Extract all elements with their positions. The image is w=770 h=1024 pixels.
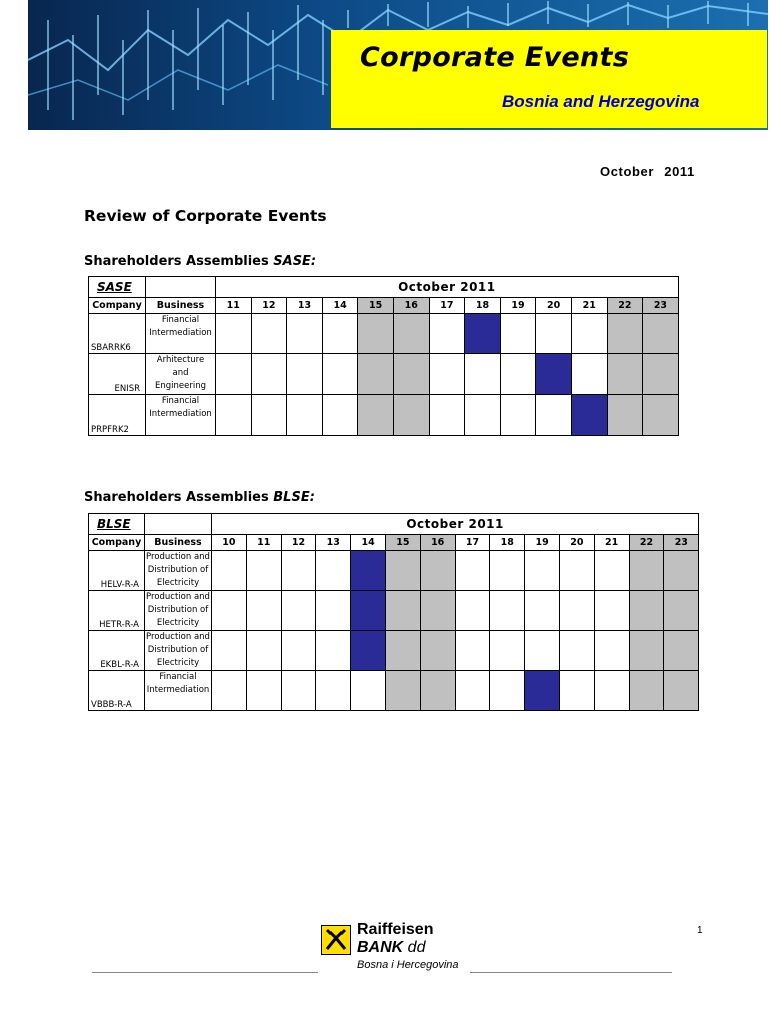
- blse-day-cell: [490, 671, 525, 711]
- sase-day-cell: [536, 395, 572, 436]
- sase-day-22: 22: [607, 298, 643, 314]
- blse-event-marker: [525, 671, 560, 711]
- page-title: Corporate Events: [360, 42, 630, 73]
- sase-day-cell: [571, 314, 607, 354]
- sase-heading: [84, 254, 316, 269]
- blse-day-cell: [420, 591, 455, 631]
- blse-row: [89, 631, 699, 671]
- blse-day-16: 16: [420, 535, 455, 551]
- blse-exchange-label: BLSE: [89, 514, 145, 535]
- blse-day-cell: [559, 631, 594, 671]
- logo-name: Raiffeisen: [357, 921, 434, 938]
- blse-row: [89, 591, 699, 631]
- sase-day-cell: [358, 354, 394, 395]
- logo-country: Bosna i Hercegovina: [357, 959, 459, 971]
- sase-day-cell: [287, 314, 323, 354]
- blse-day-cell: [629, 671, 664, 711]
- sase-day-19: 19: [500, 298, 536, 314]
- blse-day-cell: [351, 671, 386, 711]
- blse-day-cell: [246, 671, 281, 711]
- blse-day-cell: [594, 591, 629, 631]
- blse-day-cell: [316, 551, 351, 591]
- blse-business-line: Electricity: [156, 658, 200, 668]
- blse-day-22: 22: [629, 535, 664, 551]
- sase-day-23: 23: [643, 298, 679, 314]
- blse-day-12: 12: [281, 535, 316, 551]
- report-date: October 2011: [600, 164, 695, 179]
- blse-header-row: [89, 535, 699, 551]
- blse-heading: [84, 490, 315, 505]
- sase-day-cell: [643, 314, 679, 354]
- blse-day-cell: [212, 631, 247, 671]
- blse-business-cell: [145, 591, 212, 631]
- sase-day-cell: [216, 395, 252, 436]
- blse-month-label: October 2011: [212, 514, 699, 535]
- blse-day-cell: [316, 631, 351, 671]
- blse-day-cell: [212, 591, 247, 631]
- blse-day-cell: [455, 551, 490, 591]
- blse-day-cell: [281, 631, 316, 671]
- sase-day-21: 21: [571, 298, 607, 314]
- blse-day-cell: [525, 631, 560, 671]
- blse-day-cell: [525, 551, 560, 591]
- sase-event-marker: [465, 314, 501, 354]
- sase-month-label: October 2011: [216, 277, 679, 298]
- sase-day-cell: [500, 314, 536, 354]
- blse-business-line: Distribution of: [147, 605, 209, 615]
- blse-day-cell: [212, 671, 247, 711]
- blse-day-cell: [559, 591, 594, 631]
- sase-row: [89, 395, 679, 436]
- blse-business-cell: [145, 551, 212, 591]
- logo-dd: dd: [407, 939, 426, 956]
- logo-bank: [357, 939, 425, 957]
- sase-heading-exchange: SASE:: [273, 254, 317, 269]
- sase-business-line: Engineering: [155, 381, 206, 391]
- sase-day-cell: [500, 354, 536, 395]
- sase-day-cell: [607, 314, 643, 354]
- sase-business-cell: [146, 314, 216, 354]
- blse-company-cell: HELV-R-A: [89, 551, 145, 591]
- blse-day-18: 18: [490, 535, 525, 551]
- blse-day-cell: [385, 631, 420, 671]
- blse-day-11: 11: [246, 535, 281, 551]
- sase-business-line: Financial: [161, 396, 200, 406]
- sase-row: [89, 314, 679, 354]
- blse-day-cell: [594, 671, 629, 711]
- blse-day-cell: [246, 631, 281, 671]
- blse-business-line: Distribution of: [147, 565, 209, 575]
- footer-rule-right: [470, 972, 672, 973]
- blse-day-cell: [664, 631, 699, 671]
- page-subtitle: Bosnia and Herzegovina: [502, 92, 700, 111]
- sase-day-cell: [465, 354, 501, 395]
- sase-business-line: Intermediation: [149, 409, 212, 419]
- sase-day-cell: [393, 354, 429, 395]
- sase-business-cell: [146, 354, 216, 395]
- blse-day-cell: [629, 551, 664, 591]
- blse-company-cell: EKBL-R-A: [89, 631, 145, 671]
- blse-day-cell: [664, 551, 699, 591]
- blse-day-cell: [281, 591, 316, 631]
- blse-event-marker: [351, 551, 386, 591]
- sase-day-cell: [251, 354, 287, 395]
- blse-col-business: Business: [145, 535, 212, 551]
- blse-day-cell: [455, 671, 490, 711]
- sase-event-marker: [536, 354, 572, 395]
- sase-header-row: [89, 298, 679, 314]
- blse-business-line: Distribution of: [147, 645, 209, 655]
- blse-day-cell: [385, 591, 420, 631]
- sase-day-cell: [287, 395, 323, 436]
- page-number: 1: [697, 925, 703, 936]
- sase-heading-prefix: Shareholders Assemblies: [84, 254, 274, 269]
- blse-business-line: Production and: [146, 552, 210, 562]
- raiffeisen-logo-icon: [321, 925, 351, 955]
- blse-day-cell: [559, 671, 594, 711]
- blse-day-cell: [490, 591, 525, 631]
- sase-day-cell: [429, 395, 465, 436]
- blse-day-17: 17: [455, 535, 490, 551]
- sase-day-cell: [643, 395, 679, 436]
- blse-day-cell: [420, 551, 455, 591]
- sase-day-cell: [465, 395, 501, 436]
- blse-company-cell: HETR-R-A: [89, 591, 145, 631]
- blse-day-cell: [455, 591, 490, 631]
- sase-business-line: Financial: [161, 315, 200, 325]
- blse-day-23: 23: [664, 535, 699, 551]
- sase-col-business: Business: [146, 298, 216, 314]
- blse-day-cell: [559, 551, 594, 591]
- blse-day-20: 20: [559, 535, 594, 551]
- blse-business-line: Electricity: [156, 578, 200, 588]
- blse-event-marker: [351, 631, 386, 671]
- sase-company-cell: ENISR: [89, 354, 146, 395]
- blse-company-cell: VBBB-R-A: [89, 671, 145, 711]
- sase-day-20: 20: [536, 298, 572, 314]
- sase-day-18: 18: [465, 298, 501, 314]
- sase-day-cell: [358, 314, 394, 354]
- blse-day-cell: [664, 671, 699, 711]
- sase-day-cell: [393, 395, 429, 436]
- blse-day-cell: [629, 631, 664, 671]
- blse-day-15: 15: [385, 535, 420, 551]
- sase-day-16: 16: [393, 298, 429, 314]
- blse-business-line: Financial: [159, 672, 197, 682]
- blse-business-cell: [145, 671, 212, 711]
- blse-business-line: Production and: [146, 592, 210, 602]
- sase-business-line: and: [172, 368, 189, 378]
- footer-rule-left: [92, 972, 318, 973]
- sase-day-13: 13: [287, 298, 323, 314]
- sase-day-11: 11: [216, 298, 252, 314]
- blse-day-10: 10: [212, 535, 247, 551]
- blse-row: [89, 671, 699, 711]
- sase-day-15: 15: [358, 298, 394, 314]
- sase-business-cell: [146, 395, 216, 436]
- sase-day-cell: [643, 354, 679, 395]
- blse-business-line: Electricity: [156, 618, 200, 628]
- sase-day-cell: [429, 314, 465, 354]
- blse-day-cell: [281, 671, 316, 711]
- blse-day-cell: [594, 631, 629, 671]
- sase-day-12: 12: [251, 298, 287, 314]
- blse-business-line: Production and: [146, 632, 210, 642]
- logo-bank-word: BANK: [357, 939, 404, 956]
- sase-day-cell: [322, 395, 358, 436]
- sase-day-cell: [322, 354, 358, 395]
- blse-day-14: 14: [351, 535, 386, 551]
- blse-business-line: Intermediation: [146, 685, 210, 695]
- blse-day-cell: [316, 671, 351, 711]
- sase-day-14: 14: [322, 298, 358, 314]
- blse-day-cell: [385, 551, 420, 591]
- blse-row: [89, 551, 699, 591]
- sase-event-marker: [571, 395, 607, 436]
- blse-day-cell: [490, 631, 525, 671]
- sase-day-cell: [216, 314, 252, 354]
- sase-day-cell: [571, 354, 607, 395]
- blse-day-cell: [385, 671, 420, 711]
- sase-day-cell: [216, 354, 252, 395]
- sase-exchange-label: SASE: [89, 277, 146, 298]
- blse-day-cell: [664, 591, 699, 631]
- sase-business-line: Arhitecture: [156, 355, 205, 365]
- sase-day-cell: [287, 354, 323, 395]
- sase-day-cell: [251, 395, 287, 436]
- sase-calendar-table: [88, 276, 679, 436]
- sase-business-line: Intermediation: [149, 328, 212, 338]
- blse-day-19: 19: [525, 535, 560, 551]
- blse-day-cell: [246, 591, 281, 631]
- sase-day-cell: [536, 314, 572, 354]
- sase-day-17: 17: [429, 298, 465, 314]
- sase-day-cell: [607, 395, 643, 436]
- blse-heading-prefix: Shareholders Assemblies: [84, 490, 274, 505]
- blse-calendar-table: [88, 513, 699, 711]
- blse-day-cell: [316, 591, 351, 631]
- sase-day-cell: [358, 395, 394, 436]
- sase-day-cell: [500, 395, 536, 436]
- blse-day-cell: [525, 591, 560, 631]
- sase-day-cell: [251, 314, 287, 354]
- blse-day-cell: [594, 551, 629, 591]
- blse-day-cell: [420, 631, 455, 671]
- blse-heading-exchange: BLSE:: [273, 490, 315, 505]
- sase-col-company: Company: [89, 298, 146, 314]
- blse-day-cell: [455, 631, 490, 671]
- blse-day-cell: [629, 591, 664, 631]
- blse-event-marker: [351, 591, 386, 631]
- sase-day-cell: [429, 354, 465, 395]
- sase-day-cell: [607, 354, 643, 395]
- blse-business-cell: [145, 631, 212, 671]
- sase-company-cell: PRPFRK2: [89, 395, 146, 436]
- sase-day-cell: [393, 314, 429, 354]
- blse-day-13: 13: [316, 535, 351, 551]
- blse-day-cell: [490, 551, 525, 591]
- blse-col-company: Company: [89, 535, 145, 551]
- blse-day-21: 21: [594, 535, 629, 551]
- blse-day-cell: [212, 551, 247, 591]
- blse-day-cell: [246, 551, 281, 591]
- sase-day-cell: [322, 314, 358, 354]
- sase-company-cell: SBARRK6: [89, 314, 146, 354]
- sase-row: [89, 354, 679, 395]
- review-heading: Review of Corporate Events: [84, 207, 327, 225]
- blse-day-cell: [420, 671, 455, 711]
- blse-day-cell: [281, 551, 316, 591]
